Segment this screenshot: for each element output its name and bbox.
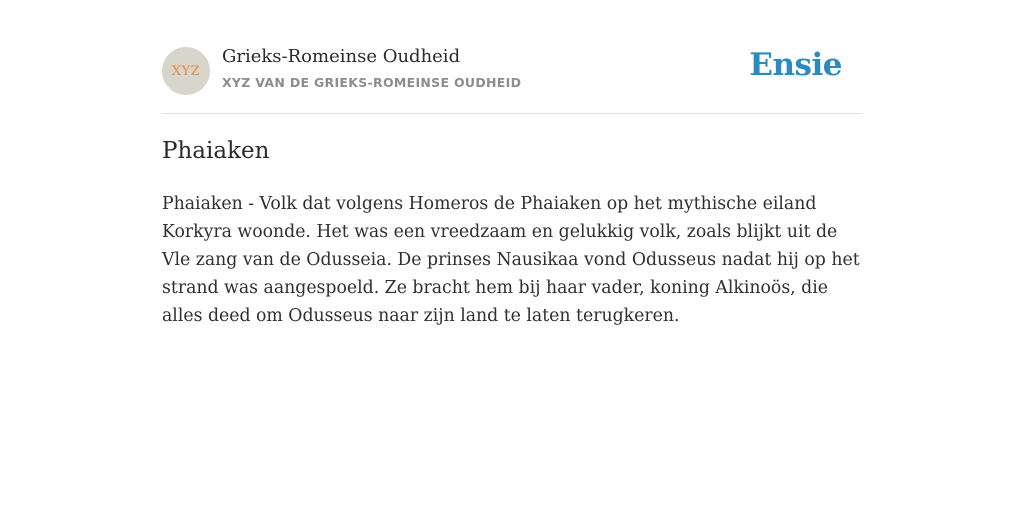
content-container <box>162 0 862 326</box>
entry-body: Phaiaken - Volk dat volgens Homeros de Phaiaken op het mythische eiland Korkyra woonde. Het was een vreedzaam en gelukkig volk, zoals blijkt uit de Vle zang van de Odusseia. De prinses Nausikaa vond Odusseus nadat hij op het strand was aangespoeld. Ze bracht hem bij haar vader, koning Alkinoös, die alles deed om Odusseus naar zijn land te laten terugkeren. <box>162 194 860 326</box>
source-avatar[interactable] <box>162 47 210 95</box>
source-title[interactable]: Grieks-Romeinse Oudheid <box>222 46 461 67</box>
source-subtitle: XYZ VAN DE GRIEKS-ROMEINSE OUDHEID <box>222 75 522 90</box>
entry-title: Phaiaken <box>162 138 270 164</box>
ensie-logo-link[interactable]: Ensie <box>749 47 842 83</box>
avatar-text: XYZ <box>171 63 201 79</box>
source-header <box>162 0 862 114</box>
